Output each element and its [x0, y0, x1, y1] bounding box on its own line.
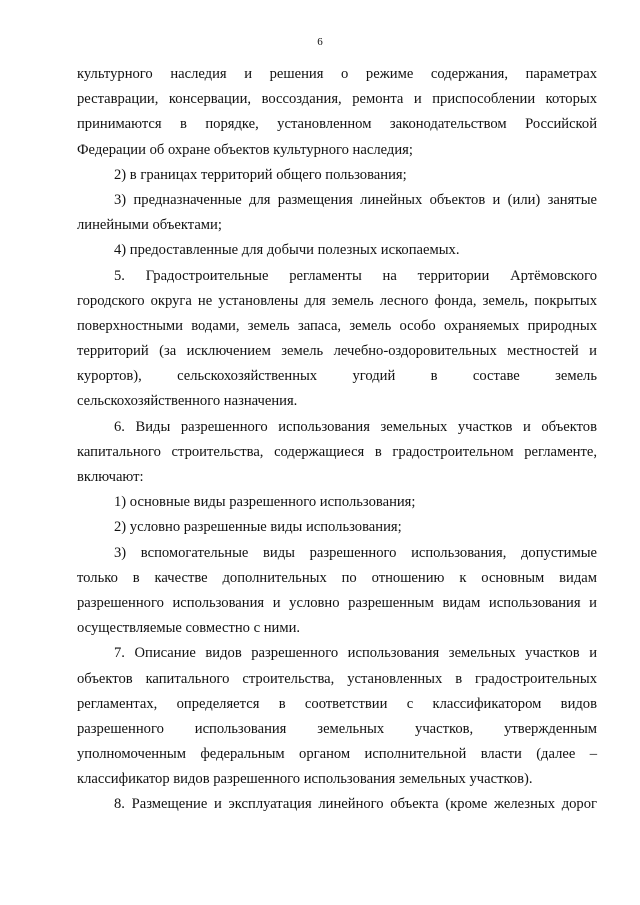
text-line: городского округа не установлены для земель лесного фонда, земель, покрытых [77, 292, 597, 309]
text-line: капитального строительства, содержащиеся в градостроительном регламенте, [77, 443, 597, 460]
text-line: сельскохозяйственного назначения. [77, 393, 298, 410]
text-line: только в качестве дополнительных по отношению к основным видам [77, 569, 597, 586]
text-line: 7. Описание видов разрешенного использования земельных участков и [114, 645, 597, 662]
text-line: реставрации, консервации, воссоздания, ремонта и приспособлении которых [77, 91, 597, 108]
body-text [77, 62, 597, 818]
text-line: Федерации об охране объектов культурного наследия; [77, 141, 413, 158]
text-line: линейными объектами; [77, 217, 222, 234]
text-line: 4) предоставленные для добычи полезных ископаемых. [114, 242, 460, 259]
text-line: поверхностными водами, земель запаса, земель особо охраняемых природных [77, 317, 597, 334]
text-line: разрешенного использования и условно разрешенным видам использования и [77, 594, 597, 611]
text-line: 5. Градостроительные регламенты на территории Артёмовского [114, 267, 597, 284]
text-line: объектов капитального строительства, установленных в градостроительных [77, 670, 597, 687]
text-line: культурного наследия и решения о режиме содержания, параметрах [77, 66, 597, 82]
text-line: разрешенного использования земельных участков, утвержденным [77, 720, 597, 737]
text-line: 3) вспомогательные виды разрешенного использования, допустимые [114, 544, 597, 561]
text-line: принимаются в порядке, установленном законодательством Российской [77, 116, 597, 133]
text-line: 2) условно разрешенные виды использования; [114, 519, 402, 536]
text-line: курортов), сельскохозяйственных угодий в составе земель [77, 368, 597, 385]
text-line: уполномоченным федеральным органом исполнительной власти (далее – [77, 746, 597, 763]
text-line: 6. Виды разрешенного использования земельных участков и объектов [114, 418, 597, 435]
text-line: территорий (за исключением земель лечебно-оздоровительных местностей и [77, 343, 597, 360]
text-line: осуществляемые совместно с ними. [77, 620, 301, 637]
text-line: регламентах, определяется в соответствии с классификатором видов [77, 695, 597, 712]
text-line: 1) основные виды разрешенного использования; [114, 494, 416, 511]
text-line: 2) в границах территорий общего пользования; [114, 166, 407, 183]
text-line: классификатор видов разрешенного использования земельных участков). [77, 771, 533, 788]
text-line: 8. Размещение и эксплуатация линейного объекта (кроме железных дорог [114, 796, 597, 813]
page-number: 6 [317, 36, 323, 48]
text-line: 3) предназначенные для размещения линейных объектов и (или) занятые [114, 191, 597, 208]
text-line: включают: [77, 469, 144, 485]
